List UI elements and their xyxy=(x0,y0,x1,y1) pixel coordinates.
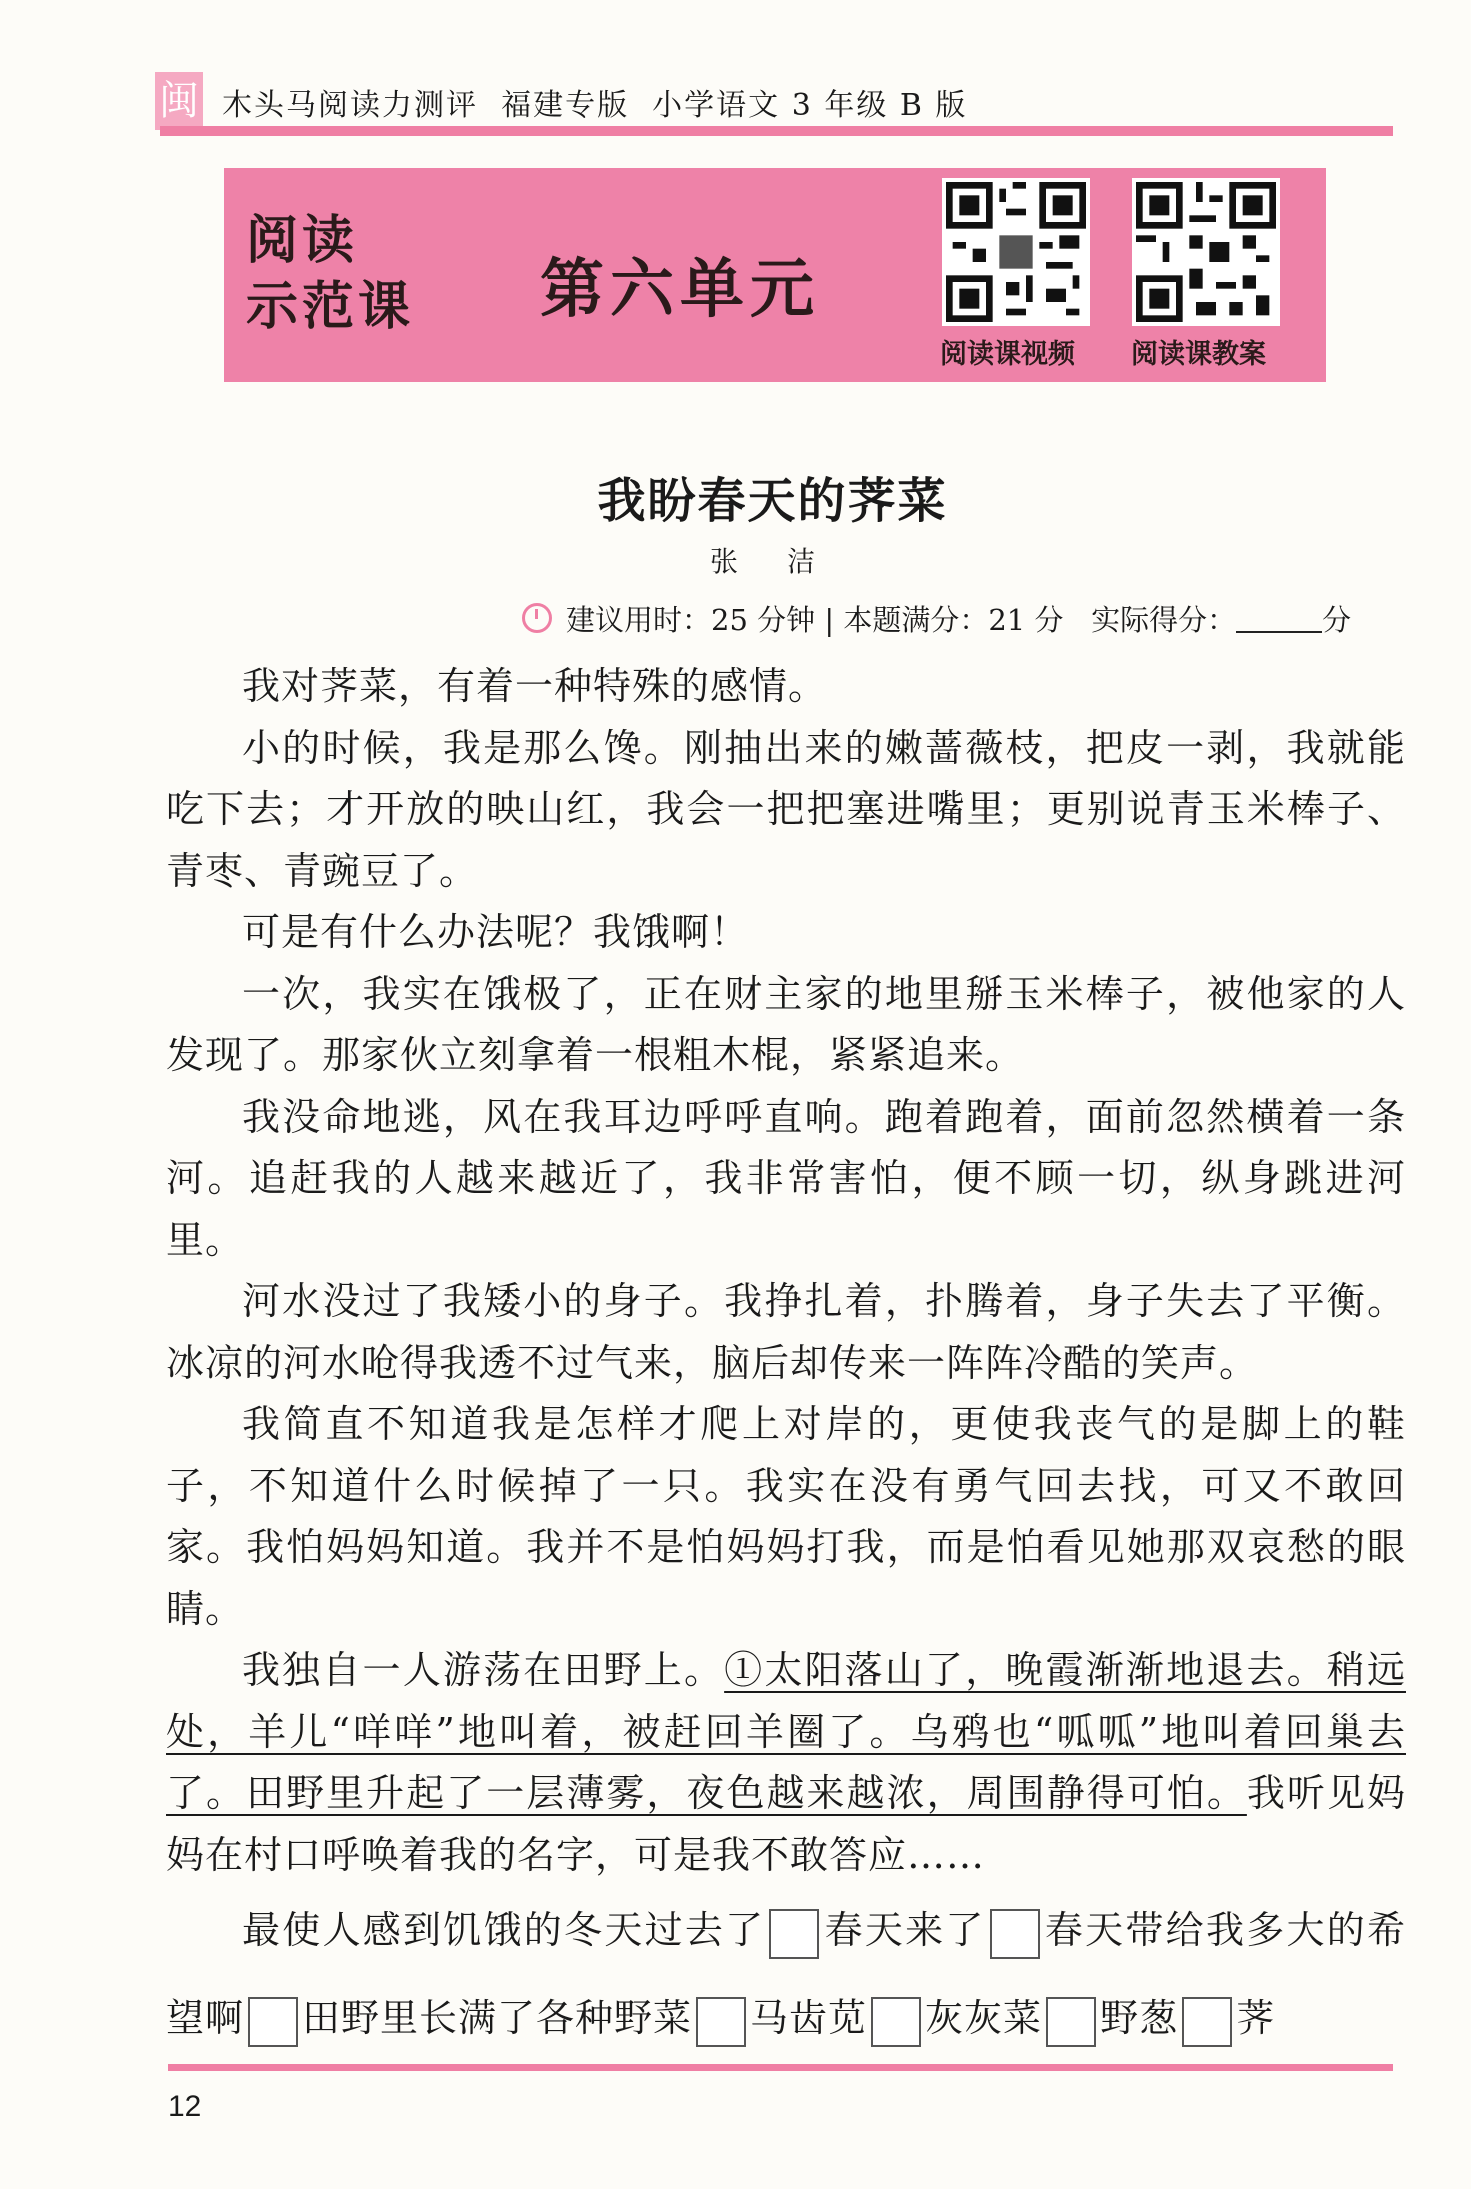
clock-icon xyxy=(522,603,552,633)
exercise-text: 春天来了 xyxy=(823,1908,986,1952)
exercise-text: 野葱 xyxy=(1100,1996,1179,2040)
score-unit: 分 xyxy=(1322,603,1352,637)
article-author: 张 洁 xyxy=(710,545,835,578)
lesson-type-line2: 示范课 xyxy=(246,277,415,337)
edition-label: 福建专版 xyxy=(501,88,630,123)
underlined-passage: ①太阳落山了，晚霞渐渐地退去。稍远处，羊儿“咩咩”地叫着，被赶回羊圈了。乌鸦也“呱呱”地叫着回巢去了。田野里升起了一层薄雾，夜色越来越浓，周围静得可怕。 xyxy=(166,1648,1406,1815)
footer-rule xyxy=(168,2064,1393,2071)
qr-code-plan[interactable] xyxy=(1132,178,1280,326)
series-title: 木头马阅读力测评 xyxy=(222,88,478,123)
lesson-type-label xyxy=(246,208,414,340)
qr-caption-plan: 阅读课教案 xyxy=(1131,339,1266,370)
punctuation-exercise xyxy=(166,1886,1406,2062)
paragraph: 我没命地逃，风在我耳边呼呼直响。跑着跑着，面前忽然横着一条河。追赶我的人越来越近了，我非常害怕，便不顾一切，纵身跳进河里。 xyxy=(166,1094,1406,1262)
paragraph: 河水没过了我矮小的身子。我挣扎着，扑腾着，身子失去了平衡。冰凉的河水呛得我透不过气来，脑后却传来一阵阵冷酷的笑声。 xyxy=(166,1279,1406,1385)
paragraph: 小的时候，我是那么馋。刚抽出来的嫩蔷薇枝，把皮一剥，我就能吃下去；才开放的映山红，我会一把把塞进嘴里；更别说青玉米棒子、青枣、青豌豆了。 xyxy=(166,725,1406,893)
exercise-text: 灰灰菜 xyxy=(925,1996,1043,2040)
paragraph: 可是有什么办法呢？我饿啊！ xyxy=(242,910,750,954)
header-rule xyxy=(160,126,1393,136)
qr-caption-video: 阅读课视频 xyxy=(940,339,1075,370)
unit-title: 第六单元 xyxy=(540,253,820,327)
punctuation-box[interactable] xyxy=(248,1997,298,2047)
qr-code-icon xyxy=(946,182,1086,322)
punctuation-box[interactable] xyxy=(1182,1997,1232,2047)
lesson-type-line1: 阅读 xyxy=(246,211,359,271)
grade-label: 小学语文 3 年级 B 版 xyxy=(652,88,968,123)
article-title: 我盼春天的荠菜 xyxy=(597,473,948,529)
paragraph-text: 我独自一人游荡在田野上。 xyxy=(242,1648,725,1692)
paragraph xyxy=(166,1640,1406,1886)
region-tab: 闽 xyxy=(155,72,203,130)
score-blank[interactable] xyxy=(1236,605,1322,633)
punctuation-box[interactable] xyxy=(769,1909,819,1959)
exercise-meta: 建议用时：25 分钟 | 本题满分：21 分 实际得分： 分 xyxy=(522,598,1351,639)
paragraph: 一次，我实在饿极了，正在财主家的地里掰玉米棒子，被他家的人发现了。那家伙立刻拿着一根粗木棍，紧紧追来。 xyxy=(166,971,1406,1077)
actual-score-label: 实际得分： xyxy=(1091,603,1237,637)
paragraph: 我简直不知道我是怎样才爬上对岸的，更使我丧气的是脚上的鞋子，不知道什么时候掉了一只。我实在没有勇气回去找，可又不敢回家。我怕妈妈知道。我并不是怕妈妈打我，而是怕看见她那双哀愁的眼睛。 xyxy=(166,1402,1406,1631)
suggested-time: 建议用时：25 分钟 xyxy=(566,603,816,637)
exercise-text: 田野里长满了各种野菜 xyxy=(302,1996,693,2040)
full-score: 本题满分：21 分 xyxy=(843,603,1064,637)
article-body xyxy=(166,656,1406,2062)
paragraph: 我对荠菜，有着一种特殊的感情。 xyxy=(242,664,828,708)
punctuation-box[interactable] xyxy=(990,1909,1040,1959)
book-header xyxy=(222,80,967,124)
punctuation-box[interactable] xyxy=(1046,1997,1096,2047)
page-number: 12 xyxy=(168,2090,202,2123)
qr-code-video[interactable] xyxy=(942,178,1090,326)
qr-code-icon xyxy=(1136,182,1276,322)
exercise-text: 马齿苋 xyxy=(750,1996,868,2040)
exercise-text: 春天带给我多大的希望啊 xyxy=(166,1908,1406,2040)
exercise-text: 荠 xyxy=(1236,1996,1276,2040)
punctuation-box[interactable] xyxy=(696,1997,746,2047)
punctuation-box[interactable] xyxy=(871,1997,921,2047)
paragraph-text: 我听见妈妈在村口呼唤着我的名字，可是我不敢答应…… xyxy=(166,1771,1406,1877)
exercise-text: 最使人感到饥饿的冬天过去了 xyxy=(242,1908,766,1952)
